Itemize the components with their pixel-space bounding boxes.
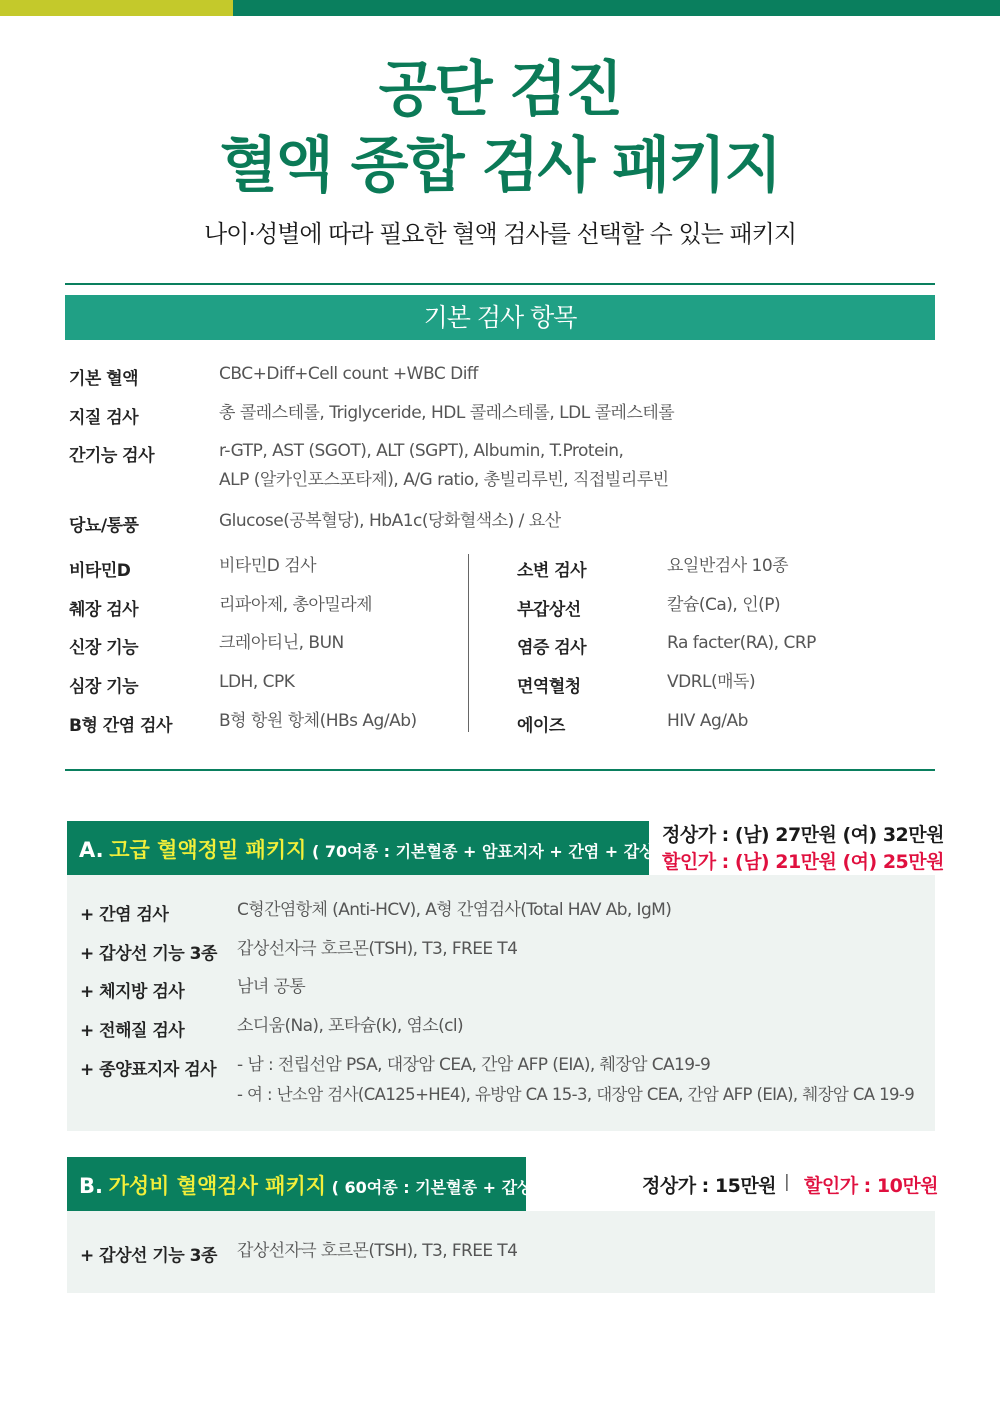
- left-item-value: 크레아티닌, BUN: [219, 633, 344, 653]
- right-item-label: 에이즈: [517, 716, 565, 736]
- package-a-detail: ( 70여종 : 기본혈종 + 암표지자 + 간염 + 갑상선 ): [311, 842, 684, 861]
- package-a-name: 고급 혈액정밀 패키지: [109, 838, 307, 862]
- package-b-tab: [67, 1157, 556, 1211]
- package-a-item-label: + 체지방 검사: [80, 982, 185, 1002]
- package-a-item-label: + 갑상선 기능 3종: [80, 944, 217, 964]
- left-item-value: B형 항원 항체(HBs Ag/Ab): [219, 711, 417, 731]
- left-item-label: 비타민D: [69, 561, 131, 581]
- section-top-divider: [65, 283, 935, 285]
- basic-row-label: 지질 검사: [69, 408, 139, 428]
- top-bar-lime-segment: [0, 0, 233, 16]
- package-a-item-value: 남녀 공통: [237, 977, 306, 997]
- basic-row-value: r-GTP, AST (SGOT), ALT (SGPT), Albumin, T.Protein,: [219, 441, 624, 461]
- package-a-item-value: 갑상선자극 호르몬(TSH), T3, FREE T4: [237, 939, 518, 959]
- price-separator: |: [784, 1172, 790, 1192]
- page-subtitle: 나이·성별에 따라 필요한 혈액 검사를 선택할 수 있는 패키지: [203, 220, 797, 248]
- package-a-regular-price: 정상가 : (남) 27만원 (여) 32만원: [662, 824, 944, 846]
- right-item-value: HIV Ag/Ab: [667, 711, 748, 731]
- package-b-name: 가성비 혈액검사 패키지: [108, 1174, 327, 1198]
- left-item-label: 신장 기능: [69, 638, 139, 658]
- package-b-letter: B.: [79, 1174, 103, 1198]
- left-item-value: LDH, CPK: [219, 672, 295, 692]
- package-a-item-label: + 종양표지자 검사: [80, 1060, 217, 1080]
- left-item-value: 리파아제, 총아밀라제: [219, 595, 373, 615]
- package-a-item-value-line2: - 여 : 난소암 검사(CA125+HE4), 유방암 CA 15-3, 대장암 CEA, 간암 AFP (EIA), 췌장암 CA 19-9: [237, 1085, 915, 1104]
- right-item-label: 면역혈청: [517, 677, 581, 697]
- basic-row-value-line2: ALP (알카인포스포타제), A/G ratio, 총빌리루빈, 직접빌리루빈: [219, 470, 669, 490]
- right-item-label: 염증 검사: [517, 638, 587, 658]
- package-b-detail: ( 60여종 : 기본혈종 + 갑상선): [331, 1178, 556, 1197]
- right-item-label: 소변 검사: [517, 561, 587, 581]
- basic-row-label: 당뇨/통풍: [69, 516, 139, 536]
- basic-row-label: 기본 혈액: [69, 369, 139, 389]
- page-title-line2: 혈액 종합 검사 패키지: [219, 131, 781, 201]
- package-a-item-label: + 간염 검사: [80, 905, 169, 925]
- page-title-line1: 공단 검진: [378, 55, 622, 125]
- top-color-bar: [0, 0, 1000, 16]
- basic-row-label: 간기능 검사: [69, 446, 155, 466]
- left-item-value: 비타민D 검사: [219, 556, 317, 576]
- top-bar-green-segment: [233, 0, 1000, 16]
- basic-row-value: CBC+Diff+Cell count +WBC Diff: [219, 364, 478, 384]
- left-item-label: B형 간염 검사: [69, 716, 172, 736]
- right-item-value: Ra facter(RA), CRP: [667, 633, 816, 653]
- package-b-regular-price: 정상가 : 15만원: [642, 1175, 777, 1197]
- package-a-item-label: + 전해질 검사: [80, 1021, 185, 1041]
- package-a-item-value: 소디움(Na), 포타슘(k), 염소(cl): [237, 1016, 464, 1036]
- right-item-label: 부갑상선: [517, 600, 581, 620]
- package-a-item-value: C형간염항체 (Anti-HCV), A형 간염검사(Total HAV Ab, IgM): [237, 900, 672, 920]
- basic-row-value: 총 콜레스테롤, Triglyceride, HDL 콜레스테롤, LDL 콜레스테롤: [219, 403, 675, 423]
- basic-row-value: Glucose(공복혈당), HbA1c(당화혈색소) / 요산: [219, 511, 561, 531]
- package-b-sale-price: 할인가 : 10만원: [804, 1175, 939, 1197]
- right-item-value: 요일반검사 10종: [667, 556, 789, 576]
- section-bottom-divider: [65, 769, 935, 771]
- basic-section-header: 기본 검사 항목: [65, 295, 935, 340]
- right-item-value: 칼슘(Ca), 인(P): [667, 595, 781, 615]
- column-divider: [468, 554, 469, 732]
- right-item-value: VDRL(매독): [667, 672, 756, 692]
- package-b-item-label: + 갑상선 기능 3종: [80, 1246, 217, 1266]
- package-a-letter: A.: [79, 838, 104, 862]
- package-a-sale-price: 할인가 : (남) 21만원 (여) 25만원: [662, 851, 944, 873]
- left-item-label: 심장 기능: [69, 677, 139, 697]
- package-a-item-value: - 남 : 전립선암 PSA, 대장암 CEA, 간암 AFP (EIA), 췌장암 CA19-9: [237, 1055, 711, 1075]
- package-b-item-value: 갑상선자극 호르몬(TSH), T3, FREE T4: [237, 1241, 518, 1261]
- package-a-tab: [67, 821, 684, 875]
- left-item-label: 췌장 검사: [69, 600, 139, 620]
